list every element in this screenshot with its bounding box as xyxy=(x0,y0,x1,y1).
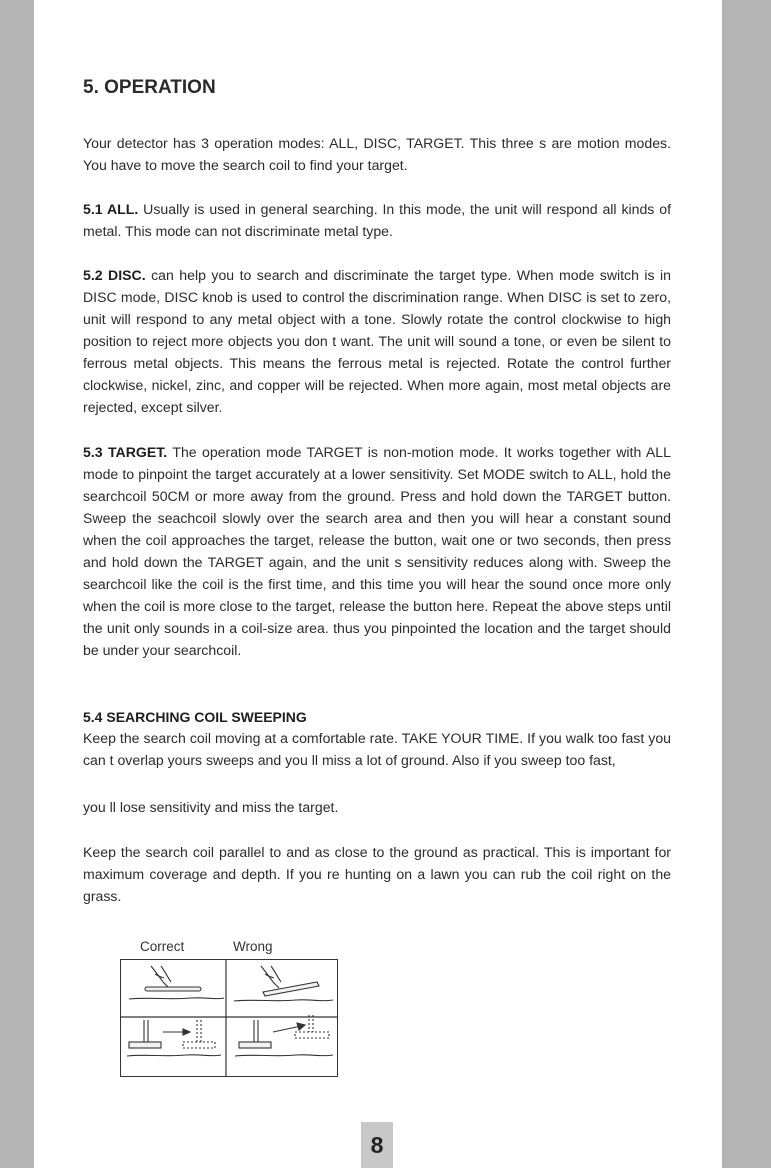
section-all-label: 5.1 ALL. xyxy=(83,201,139,217)
section-sweep-paragraph-1: Keep the search coil moving at a comfortable rate. TAKE YOUR TIME. If you walk too fast you can t overlap yours sweeps and you ll miss a lot of ground. Also if you sweep too fast, xyxy=(83,730,671,768)
section-title: 5. OPERATION xyxy=(83,77,216,98)
sweep-diagram xyxy=(120,959,338,1077)
section-target-text: The operation mode TARGET is non-motion mode. It works together with ALL mode to pinpoint the target accurately at a lower sensitivity. Set MODE switch to ALL, hold the searchcoil 50CM or more away from the ground. Press and hold down the TARGET button. Sweep the seachcoil slowly over the search area and then you will hear a constant sound when the coil approaches the target, release the button, wait one or two seconds, then press and hold down the TARGET again, and the unit s sensitivity reduces along with. Sweep the searchcoil like the coil is the first time, and this time you will hear the sound once more only when the coil is more close to the target, release the button here. Repeat the above steps until the unit only sounds in a coil-size area. thus you pinpointed the location and the target should be under your searchcoil. xyxy=(83,444,671,658)
section-disc-text: can help you to search and discriminate the target type. When mode switch is in DISC mode, DISC knob is used to control the discrimination range. When DISC is set to zero, unit will respond to any metal object with a tone. Slowly rotate the control clockwise to high position to reject more objects you don t want. The unit will sound a tone, or even be silent to ferrous metal objects. This means the ferrous metal is rejected. Rotate the control further clockwise, nickel, zinc, and copper will be rejected. When more again, most metal objects are rejected, except silver. xyxy=(83,267,671,415)
wrong-coil-tilted-figure xyxy=(234,966,333,1001)
diagram-wrong-label: Wrong xyxy=(233,939,273,954)
correct-sweep-figure xyxy=(127,1020,221,1056)
diagram-correct-label: Correct xyxy=(140,939,185,954)
sweep-diagram-illustration xyxy=(121,960,337,1076)
section-target-label: 5.3 TARGET. xyxy=(83,444,168,460)
section-all-text: Usually is used in general searching. In this mode, the unit will respond all kinds of metal. This mode can not discriminate metal type. xyxy=(83,201,672,239)
section-disc-paragraph xyxy=(83,264,671,418)
page-number: 8 xyxy=(361,1122,393,1168)
section-sweep-heading: 5.4 SEARCHING COIL SWEEPING xyxy=(83,709,307,725)
section-sweep-paragraph-2: you ll lose sensitivity and miss the target. xyxy=(83,799,339,815)
wrong-sweep-figure xyxy=(235,1015,333,1056)
section-disc-label: 5.2 DISC. xyxy=(83,267,146,283)
section-all-paragraph xyxy=(83,198,671,242)
section-sweep-paragraph-3: Keep the search coil parallel to and as close to the ground as practical. This is important for maximum coverage and depth. If you re hunting on a lawn you can rub the coil right on the grass. xyxy=(83,844,671,904)
intro-paragraph: Your detector has 3 operation modes: ALL, DISC, TARGET. This three s are motion modes. You have to move the search coil to find your target. xyxy=(83,135,671,173)
correct-coil-parallel-figure xyxy=(129,966,224,999)
manual-page xyxy=(34,0,722,1168)
section-target-paragraph xyxy=(83,441,671,661)
